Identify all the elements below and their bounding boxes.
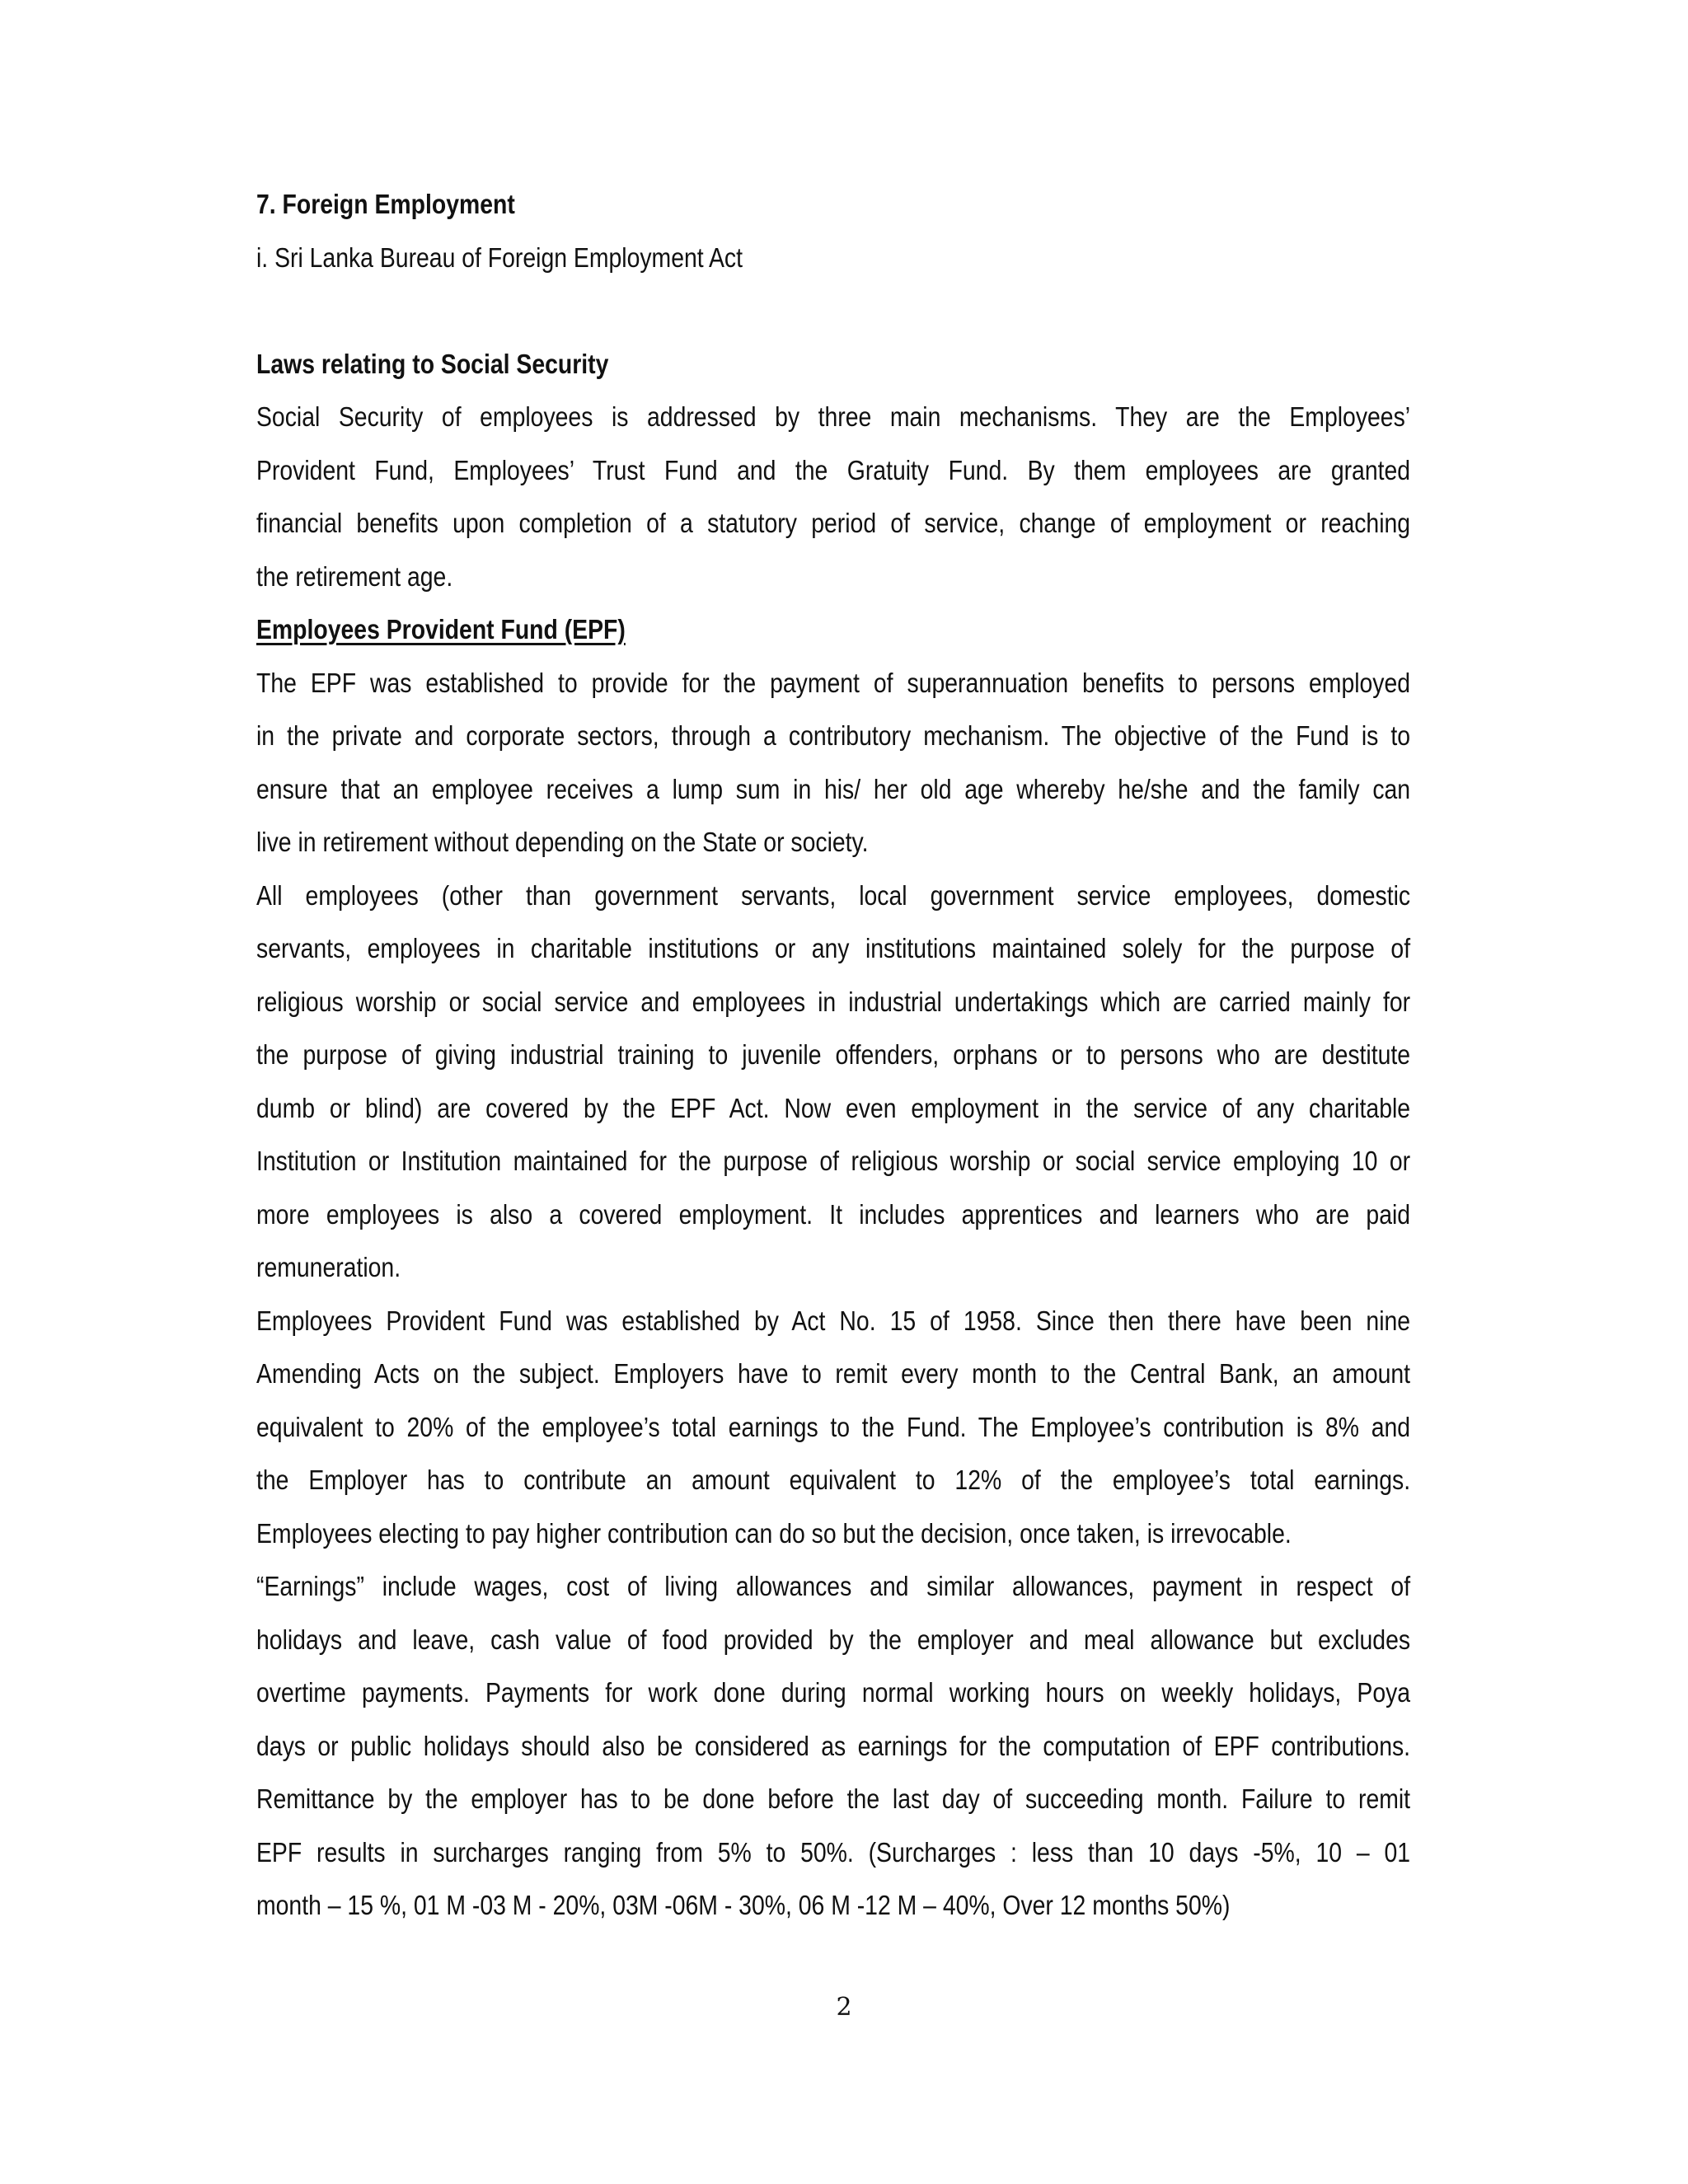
- epf-paragraph-3: [256, 1295, 1410, 1561]
- text-line: The EPF was established to provide for the payment of superannuation benefits to persons employed: [256, 667, 1411, 698]
- text-line: more employees is also a covered employment. It includes apprentices and learners who are paid: [256, 1198, 1411, 1230]
- text-line: Employees Provident Fund was established by Act No. 15 of 1958. Since then there have been nine: [256, 1305, 1411, 1336]
- text-line: overtime payments. Payments for work done during normal working hours on weekly holidays, Poya: [256, 1677, 1411, 1708]
- text-line: the purpose of giving industrial training to juvenile offenders, orphans or to persons who are destitute: [256, 1039, 1411, 1070]
- text-line: month – 15 %, 01 M -03 M - 20%, 03M -06M - 30%, 06 M -12 M – 40%, Over 12 months 50%): [256, 1890, 1231, 1920]
- section-heading: 7. Foreign Employment: [256, 189, 515, 219]
- text-line: in the private and corporate sectors, through a contributory mechanism. The objective of the Fund is to: [256, 720, 1411, 751]
- text-line: dumb or blind) are covered by the EPF Act. Now even employment in the service of any charitable: [256, 1092, 1411, 1123]
- text-line: the retirement age.: [256, 560, 453, 592]
- spacer: [256, 284, 1410, 338]
- text-line: holidays and leave, cash value of food provided by the employer and meal allowance but excludes: [256, 1624, 1411, 1655]
- text-line: days or public holidays should also be considered as earnings for the computation of EPF contributions.: [256, 1730, 1411, 1761]
- text-line: Employees electing to pay higher contribution can do so but the decision, once taken, is irrevocable.: [256, 1517, 1292, 1549]
- epf-heading: Employees Provident Fund (EPF): [256, 614, 626, 644]
- text-line: EPF results in surcharges ranging from 5% to 50%. (Surcharges : less than 10 days -5%, 10 – 01: [256, 1836, 1411, 1868]
- text-line: Institution or Institution maintained for the purpose of religious worship or social service employing 10 or: [256, 1146, 1411, 1176]
- text-line: servants, employees in charitable institutions or any institutions maintained solely for the purpose of: [256, 933, 1411, 963]
- epf-paragraph-1: [256, 657, 1410, 869]
- text-line: religious worship or social service and employees in industrial undertakings which are carried mainly for: [256, 986, 1411, 1017]
- text-line: ensure that an employee receives a lump sum in his/ her old age whereby he/she and the family can: [256, 773, 1411, 804]
- text-line: equivalent to 20% of the employee’s total earnings to the Fund. The Employee’s contribution is 8% and: [256, 1411, 1411, 1442]
- page-number: 2: [836, 1993, 852, 2022]
- text-line: the Employer has to contribute an amount equivalent to 12% of the employee’s total earnings.: [256, 1465, 1411, 1495]
- document-page: [256, 178, 1410, 1933]
- text-line: Social Security of employees is addressed by three main mechanisms. They are the Employees’: [256, 401, 1411, 432]
- social-security-paragraph: [256, 391, 1410, 603]
- text-line: Remittance by the employer has to be done before the last day of succeeding month. Failure to remit: [256, 1783, 1411, 1814]
- epf-paragraph-2: [256, 869, 1410, 1295]
- text-line: Amending Acts on the subject. Employers have to remit every month to the Central Bank, an amount: [256, 1358, 1411, 1389]
- text-line: remuneration.: [256, 1252, 401, 1282]
- text-line: Provident Fund, Employees’ Trust Fund and the Gratuity Fund. By them employees are granted: [256, 454, 1411, 485]
- social-security-heading: Laws relating to Social Security: [256, 348, 609, 379]
- subitem-text: i. Sri Lanka Bureau of Foreign Employment Act: [256, 241, 743, 273]
- text-line: financial benefits upon completion of a statutory period of service, change of employment or reaching: [256, 508, 1411, 538]
- text-line: All employees (other than government servants, local government service employees, domestic: [256, 879, 1411, 911]
- text-line: live in retirement without depending on the State or society.: [256, 827, 869, 857]
- epf-paragraph-4: [256, 1560, 1410, 1933]
- text-line: “Earnings” include wages, cost of living allowances and similar allowances, payment in respect of: [256, 1571, 1411, 1601]
